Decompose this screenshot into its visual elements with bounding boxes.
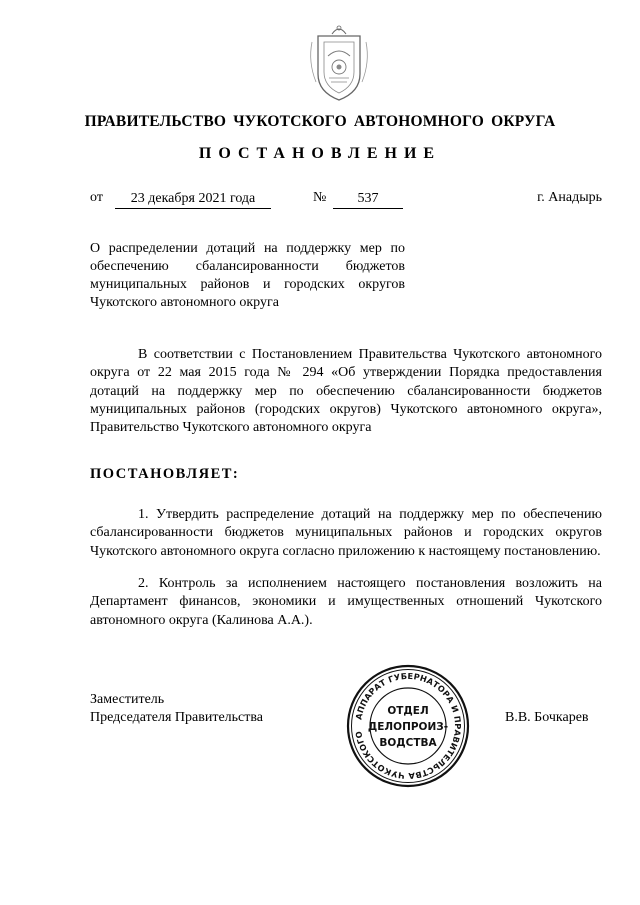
government-title: ПРАВИТЕЛЬСТВО ЧУКОТСКОГО АВТОНОМНОГО ОКРУГА bbox=[84, 113, 556, 130]
coat-of-arms-icon bbox=[302, 22, 376, 106]
position-line-2: Председателя Правительства bbox=[90, 710, 264, 725]
decree-number: 537 bbox=[333, 190, 403, 209]
decree-meta-row bbox=[90, 190, 602, 212]
stamp-line-3: ВОДСТВА bbox=[379, 737, 437, 749]
decree-date: 23 декабря 2021 года bbox=[115, 190, 271, 209]
decree-subject: О распределении дотаций на поддержку мер по обеспечению сбалансированности бюджетов муниципальных районов и городских округов Чукотского автономного округа bbox=[90, 241, 405, 310]
stamp-ring-text: АППАРАТ ГУБЕРНАТОРА И ПРАВИТЕЛЬСТВА ЧУКОТСКОГО bbox=[353, 670, 464, 782]
decree-item-2: 2. Контроль за исполнением настоящего постановления возложить на Департамент финансов, экономики и имущественных отношений Чукотского автономного округа (Калинова А.А.). bbox=[90, 576, 602, 628]
position-line-1: Заместитель bbox=[90, 692, 165, 707]
signatory-name: В.В. Бочкарев bbox=[505, 710, 589, 725]
signatory-position bbox=[90, 691, 263, 727]
number-sign: № bbox=[313, 190, 327, 205]
decree-item-1: 1. Утвердить распределение дотаций на поддержку мер по обеспечению сбалансированности бюджетов муниципальных районов и городских округов Чукотского автономного округа согласно приложению к настоящему постановлению. bbox=[90, 507, 602, 559]
official-stamp bbox=[346, 664, 470, 788]
preamble-paragraph: В соответствии с Постановлением Правительства Чукотского автономного округа от 22 мая 2015 года № 294 «Об утверждении Порядка предоставления дотаций на поддержку мер по обеспечению сбалансированности бюджетов муниципальных районов (городских округов) Чукотского автономного округа», Правительство Чукотского автономного округа bbox=[90, 347, 602, 436]
stamp-line-1: ОТДЕЛ bbox=[387, 705, 429, 717]
date-prefix: от bbox=[90, 190, 103, 205]
stamp-line-2: ДЕЛОПРОИЗ- bbox=[367, 721, 449, 733]
resolves-heading: ПОСТАНОВЛЯЕТ: bbox=[90, 466, 240, 482]
city: г. Анадырь bbox=[537, 190, 602, 205]
document-type-title: ПОСТАНОВЛЕНИЕ bbox=[198, 145, 442, 162]
